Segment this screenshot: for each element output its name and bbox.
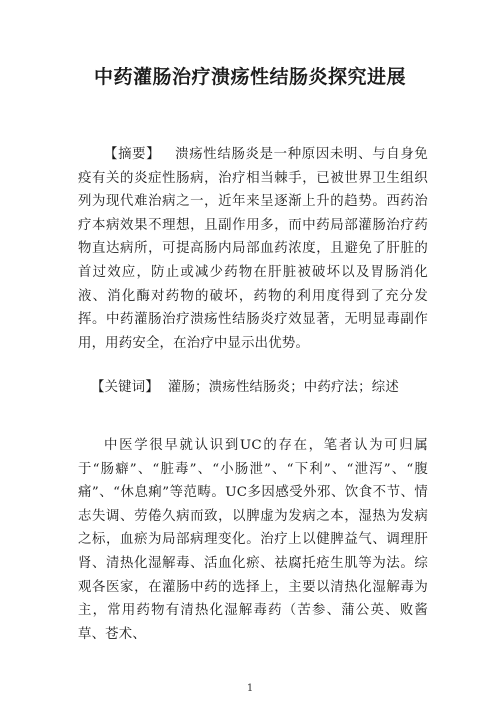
body-paragraph: 中医学很早就认识到UC的存在，笔者认为可归属于“肠癖”、“脏毒”、“小肠泄”、“下利”、“泄泻”、“腹痛”、“休息痢”等范畴。UC多因感受外邪、饮食不节、情志失调、劳倦久病而致，以脾虚为发病之本，湿热为发病之标，血瘀为局部病理变化。治疗上以健脾益气、调理肝肾、清热化湿解毒、活血化瘀、祛腐托疮生肌等为法。综观各医家，在灌肠中药的选择上，主要以清热化湿解毒为主，常用药物有清热化湿解毒药（苦参、蒲公英、败酱草、苍术、: [78, 438, 428, 642]
keywords-label: 【关键词】: [91, 380, 159, 395]
page-number: 1: [246, 683, 254, 694]
abstract-label: 【摘要】: [104, 147, 161, 162]
document-title: 中药灌肠治疗溃疡性结肠炎探究进展: [93, 66, 406, 88]
abstract-text: 溃疡性结肠炎是一种原因未明、与自身免疫有关的炎症性肠病，治疗相当棘手，已被世界卫生组织列为现代难治病之一，近年来呈逐渐上升的趋势。西药治疗本病效果不理想，且副作用多，而中药局部灌肠治疗药物直达病所，可提高肠内局部血药浓度，且避免了肝脏的首过效应，防止或减少药物在肝脏被破坏以及胃肠消化液、消化酶对药物的破坏，药物的利用度得到了充分发挥。中药灌肠治疗溃疡性结肠炎疗效显著，无明显毒副作用，用药安全，在治疗中显示出优势。: [78, 147, 428, 351]
abstract-paragraph: [78, 143, 428, 355]
keywords-text: 灌肠；溃疡性结肠炎；中药疗法；综述: [167, 380, 399, 395]
keywords-paragraph: [78, 376, 428, 400]
